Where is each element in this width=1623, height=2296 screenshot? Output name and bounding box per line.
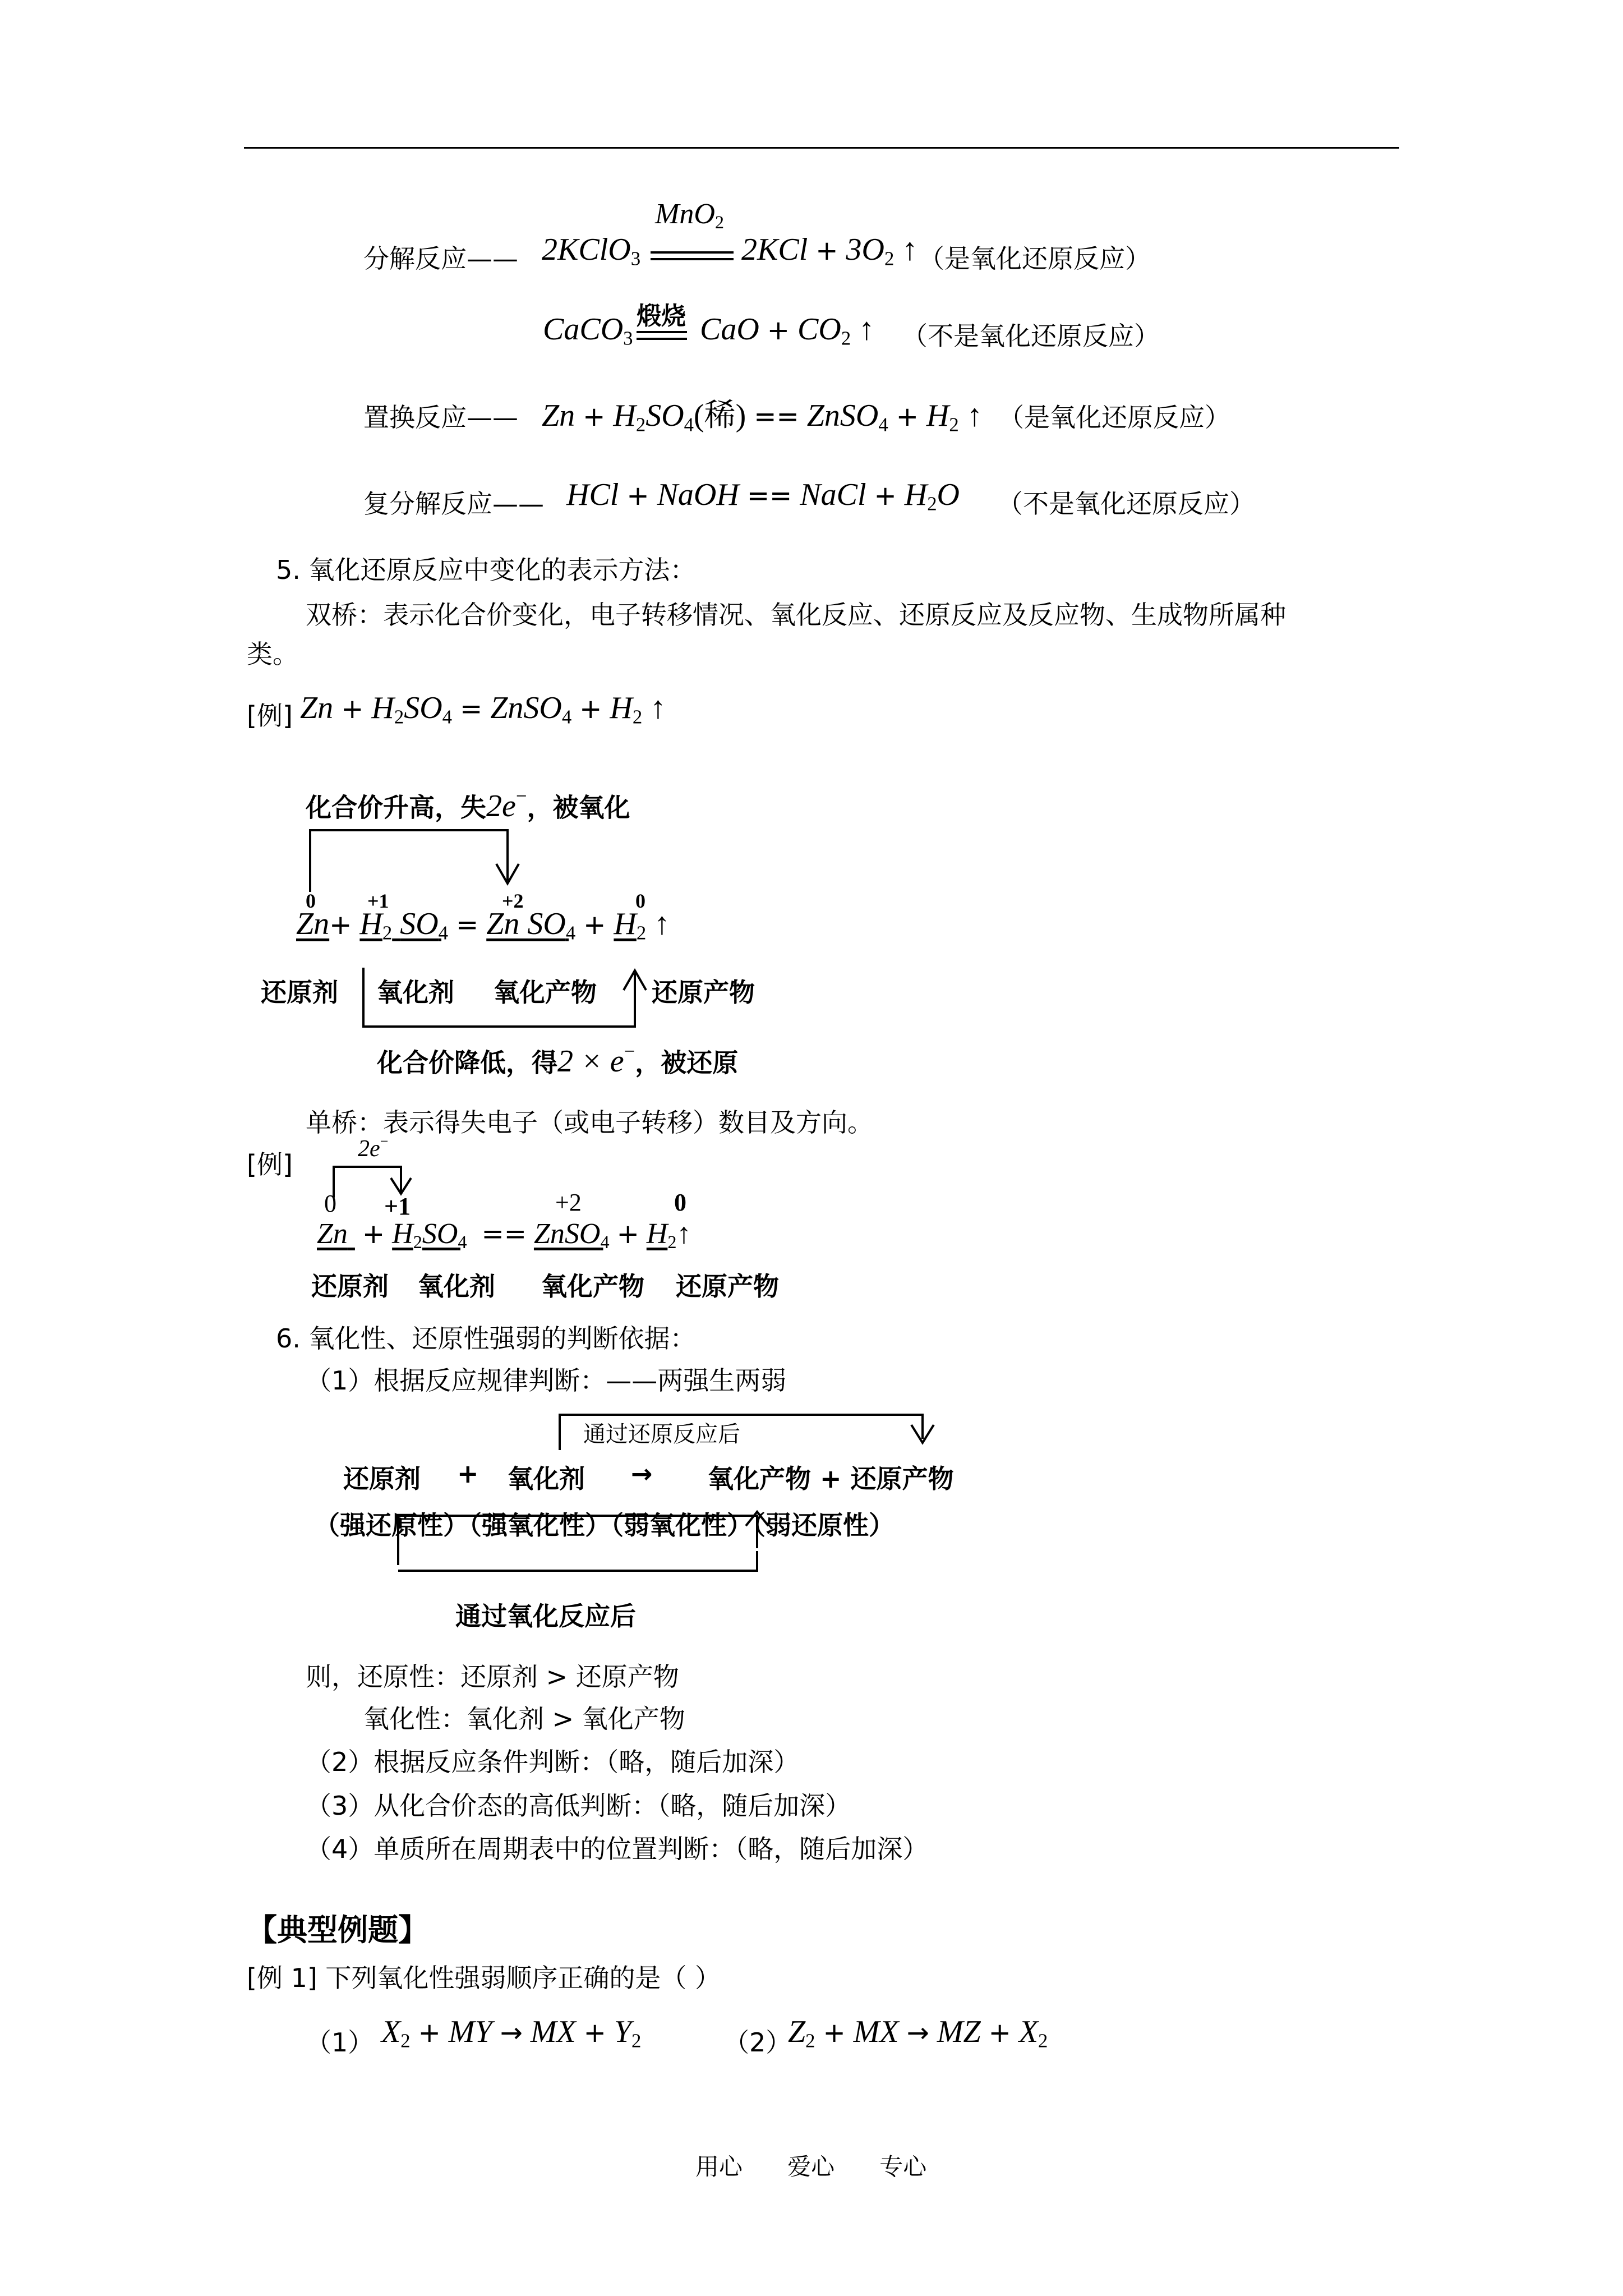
double-bridge-text-cont: 类。 [247,639,298,669]
double-bridge-text: 双桥：表示化合价变化，电子转移情况、氧化反应、还原反应及反应物、生成物所属种 [306,600,1286,630]
single-bridge-text: 单桥：表示得失电子（或电子转移）数目及方向。 [306,1107,873,1138]
calcine-condition: 煅烧 [637,302,686,330]
section5-heading: 5. 氧化还原反应中变化的表示方法： [276,555,696,585]
caco3-products: CaO + $CO_2$ ↑ [700,312,875,349]
lower-bridge-label: 化合价降低，得2 × e−，被还原 [377,1041,739,1079]
rule-4: （4）单质所在周期表中的位置判断：（略，随后加深） [306,1834,929,1864]
decomposition-note: （是氧化还原反应） [919,243,1151,274]
ox-state-zn2: +2 [502,890,524,912]
lower-bridge-arrow [359,962,651,1035]
eq-oxidizing-agent: 氧化剂 [508,1464,585,1494]
single-ox-h: +1 [384,1193,411,1220]
ox-state-h: +1 [367,890,389,912]
upper-bridge-label: 化合价升高，失2e−，被氧化 [306,785,630,824]
then-reducing-line: 则，还原性：还原剂 > 还原产物 [306,1662,679,1692]
label-oxidation-product: 氧化产物 [494,977,597,1007]
bridge-equation: $Zn+ H_2$ $SO_4 = Zn$ $SO_4 + H_2$ ↑ [296,907,670,944]
strength-line: （强还原性）（强氧化性）（弱氧化性）（弱还原性） [314,1510,895,1540]
upper-bridge-arrow [303,825,527,898]
header-rule [244,147,1399,149]
eq-reducing-agent: 还原剂 [343,1464,421,1494]
label-reducing-agent: 还原剂 [261,977,338,1007]
section6-heading: 6. 氧化性、还原性强弱的判断依据： [276,1323,696,1354]
examples-heading: 【典型例题】 [247,1912,428,1948]
rule-2: （2）根据反应条件判断：（略，随后加深） [306,1747,800,1777]
item-1-label: （1） [306,2027,374,2058]
item-2-equation: $Z_2$ + MX → MZ + $X_2$ [788,2014,1048,2052]
ox-state-h2: 0 [635,890,645,912]
double-decomposition-label: 复分解反应—— [363,489,544,519]
item-1-equation: $X_2$ + MY → MX + $Y_2$ [381,2014,642,2052]
ox-state-zn: 0 [306,890,316,912]
condition-equals-2 [637,331,687,340]
eq-plus: + [457,1458,479,1489]
label-reduction-product: 还原产物 [652,977,755,1007]
single-bridge-equation: $Zn + H_2SO_4$ == ZnSO$_4$ + $H_2↑$ [317,1218,691,1253]
kclo3-reactants: 2KClO$_3$ [542,232,641,270]
single-ox-zn2: +2 [555,1189,582,1216]
double-decomposition-equation: HCl + NaOH == NaCl + $H_2O$ [566,477,960,515]
condition-equals-1 [651,251,734,260]
reduction-arrow-label: 通过还原反应后 [583,1421,740,1447]
displacement-label: 置换反应—— [363,402,518,432]
single-ox-zn: 0 [324,1190,336,1217]
mno2-condition: MnO$_2$ [655,198,724,233]
single-label-red-product: 还原产物 [676,1271,779,1301]
decomposition-label: 分解反应—— [363,243,518,274]
then-oxidizing-line: 氧化性：氧化剂 > 氧化产物 [363,1704,685,1734]
eq-arrow: → [631,1458,653,1489]
single-ox-h2: 0 [674,1189,686,1216]
single-label-reducing: 还原剂 [311,1271,389,1301]
label-oxidizing-agent: 氧化剂 [377,977,454,1007]
single-label-ox-product: 氧化产物 [541,1271,644,1301]
example-1-question: [例 1] 下列氧化性强弱顺序正确的是（ ） [247,1963,721,1993]
kclo3-products: $2KCl + 3O_2$ ↑ [741,232,918,270]
rule-3: （3）从化合价态的高低判断：（略，随后加深） [306,1791,851,1821]
eq-products: 氧化产物 + 还原产物 [708,1464,954,1494]
example-label: [例] [247,701,293,731]
item-2-label: （2） [723,2027,792,2058]
double-decomposition-note: （不是氧化还原反应） [997,489,1255,519]
displacement-equation: $Zn + H_2SO_4$(稀) == ZnSO$_4$ + $H_2$ ↑ [542,398,983,436]
oxidation-arrow-bottom [395,1548,760,1576]
page-footer: 用心 爱心 专心 [695,2153,927,2180]
single-bridge-electrons: 2e− [358,1133,389,1162]
rule-1: （1）根据反应规律判断：——两强生两弱 [306,1365,787,1396]
caco3-note: （不是氧化还原反应） [902,321,1160,351]
example2-label: [例] [247,1149,293,1180]
displacement-note: （是氧化还原反应） [998,402,1230,432]
oxidation-arrow-label: 通过氧化反应后 [455,1601,636,1631]
example-equation: $Zn + H_2SO_4$ = ZnSO$_4$ + $H_2$ ↑ [300,691,666,728]
single-label-oxidizing: 氧化剂 [418,1271,495,1301]
caco3-reactant: CaCO$_3$ [543,312,633,349]
